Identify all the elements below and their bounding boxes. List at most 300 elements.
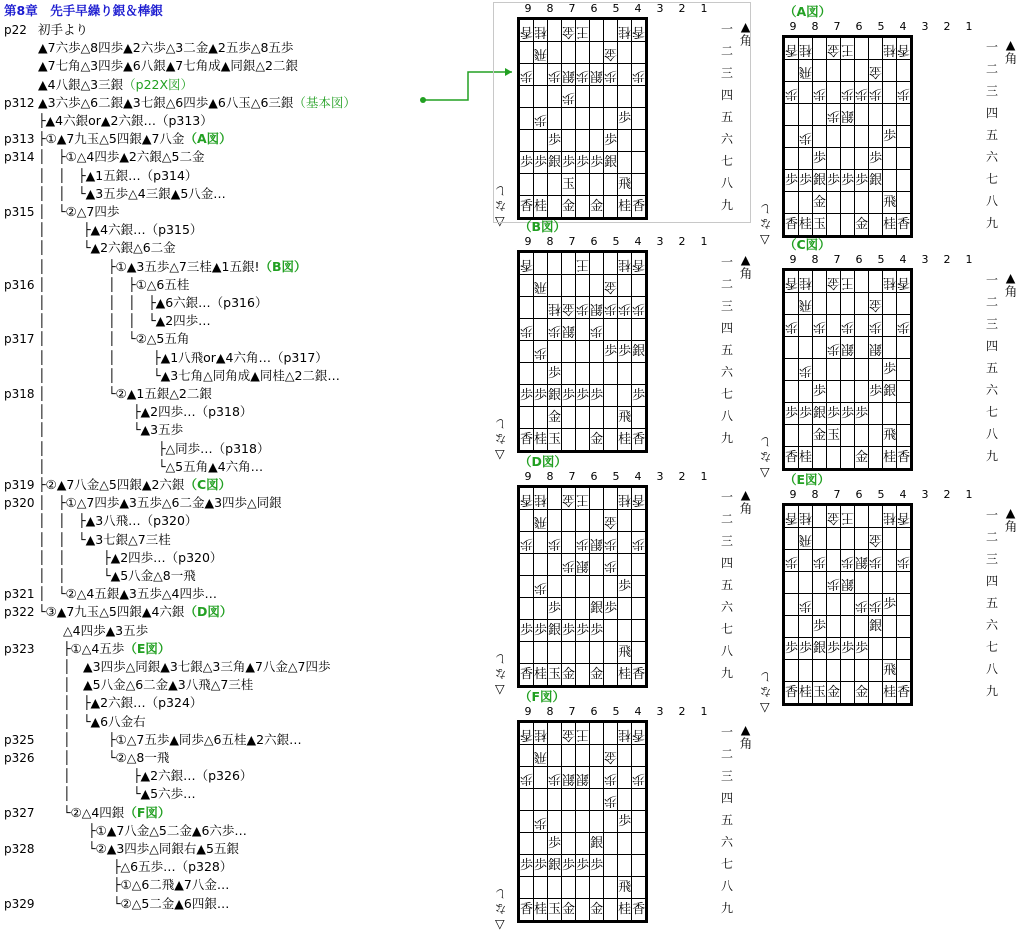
gote-piece: 歩 <box>827 107 841 123</box>
gote-piece: 桂 <box>883 41 897 57</box>
board-square <box>548 642 562 664</box>
board-square <box>841 403 855 425</box>
row-label: 七 <box>986 640 999 654</box>
board-square <box>576 576 590 598</box>
board-square <box>618 811 632 833</box>
board-square <box>883 594 897 616</box>
board-square <box>590 620 604 642</box>
page-ref: p316 <box>4 277 35 292</box>
column-label: 2 <box>943 20 951 33</box>
column-label: 8 <box>546 705 554 718</box>
sente-piece: 歩 <box>576 154 590 170</box>
board-square <box>785 148 799 170</box>
board-square <box>618 275 632 297</box>
board-square <box>604 297 618 319</box>
board-square <box>618 341 632 363</box>
row-label: 三 <box>721 299 734 313</box>
board-square <box>841 315 855 337</box>
board-square <box>869 660 883 682</box>
board-square <box>520 855 534 877</box>
gote-piece: 金 <box>604 748 618 764</box>
board-square <box>534 576 548 598</box>
board-square <box>799 660 813 682</box>
gote-piece: 金 <box>827 274 841 290</box>
board-square <box>855 104 869 126</box>
diagram-tag: （D図） <box>184 604 233 620</box>
board-square <box>548 385 562 407</box>
board-square <box>632 598 646 620</box>
row-label: 三 <box>986 317 999 331</box>
board-square <box>604 833 618 855</box>
row-label: 四 <box>986 339 999 353</box>
board-square <box>520 877 534 899</box>
board-square <box>869 550 883 572</box>
column-label: 2 <box>678 705 686 718</box>
column-label: 6 <box>855 20 863 33</box>
gote-hand-mark: ▽ <box>495 213 505 228</box>
board-square <box>841 60 855 82</box>
sente-piece: 歩 <box>548 835 562 851</box>
board-square <box>883 337 897 359</box>
board-square <box>604 532 618 554</box>
gote-piece: 歩 <box>534 344 548 360</box>
board-square <box>534 598 548 620</box>
board-square <box>520 253 534 275</box>
board-square <box>534 620 548 642</box>
board-square <box>548 877 562 899</box>
column-label: 2 <box>943 488 951 501</box>
board-square <box>855 315 869 337</box>
gote-piece: 歩 <box>632 535 646 551</box>
board-square <box>813 82 827 104</box>
board-grid <box>517 485 648 688</box>
row-label: 一 <box>986 508 999 522</box>
board-square <box>576 664 590 686</box>
sente-piece: 金 <box>590 901 604 917</box>
row-label: 三 <box>721 534 734 548</box>
board-square <box>799 359 813 381</box>
diagram-note: （p22X図） <box>123 76 194 92</box>
board-square <box>799 315 813 337</box>
board-square <box>618 532 632 554</box>
sente-piece: 香 <box>632 666 646 682</box>
board-square <box>883 192 897 214</box>
gote-piece: 歩 <box>897 85 911 101</box>
board-square <box>841 293 855 315</box>
row-label: 九 <box>721 198 734 212</box>
gote-piece: 飛 <box>534 278 548 294</box>
sente-piece: 玉 <box>813 216 827 232</box>
board-square <box>827 682 841 704</box>
column-label: 2 <box>943 253 951 266</box>
row-label: 一 <box>986 40 999 54</box>
page-ref: p323 <box>4 641 35 656</box>
gote-piece: 歩 <box>855 597 869 613</box>
row-label: 四 <box>721 791 734 805</box>
board-square <box>576 532 590 554</box>
gote-piece: 歩 <box>604 67 618 83</box>
board-square <box>785 60 799 82</box>
board-square <box>897 337 911 359</box>
sente-piece: 歩 <box>534 857 548 873</box>
board-square <box>618 877 632 899</box>
board-square <box>855 425 869 447</box>
board-square <box>869 447 883 469</box>
sente-piece: 歩 <box>841 405 855 421</box>
move-text: │ │ │ ├▲6六銀…（p316） <box>38 295 268 310</box>
board-square <box>548 510 562 532</box>
gote-piece: 金 <box>827 509 841 525</box>
gote-piece: 金 <box>869 531 883 547</box>
board-square <box>576 877 590 899</box>
board-square <box>520 532 534 554</box>
board-square <box>841 337 855 359</box>
board-square <box>897 60 911 82</box>
board-square <box>604 341 618 363</box>
board-square <box>534 642 548 664</box>
board-square <box>562 429 576 451</box>
board-square <box>520 664 534 686</box>
board-square <box>618 319 632 341</box>
board-square <box>785 660 799 682</box>
board-square <box>618 642 632 664</box>
sente-piece: 歩 <box>799 172 813 188</box>
board-square <box>813 126 827 148</box>
board-square <box>827 214 841 236</box>
board-square <box>827 126 841 148</box>
gote-piece: 銀 <box>841 575 855 591</box>
board-square <box>590 429 604 451</box>
board-square <box>534 510 548 532</box>
column-label: 1 <box>965 253 973 266</box>
board-square <box>785 126 799 148</box>
board-square <box>562 745 576 767</box>
sente-piece: 歩 <box>576 622 590 638</box>
row-label: 一 <box>721 255 734 269</box>
sente-piece: 歩 <box>855 405 869 421</box>
board-square <box>813 403 827 425</box>
board-square <box>869 38 883 60</box>
board-square <box>855 359 869 381</box>
board-square <box>785 271 799 293</box>
board-square <box>604 407 618 429</box>
board-square <box>520 789 534 811</box>
board-square <box>799 572 813 594</box>
row-label: 二 <box>721 277 734 291</box>
sente-piece: 歩 <box>590 154 604 170</box>
column-label: 4 <box>634 235 642 248</box>
board-square <box>562 811 576 833</box>
sente-piece: 銀 <box>548 387 562 403</box>
board-square <box>813 38 827 60</box>
gote-piece: 金 <box>869 63 883 79</box>
move-text: │ │ └▲5八金△8一飛 <box>38 568 196 583</box>
board-square <box>604 429 618 451</box>
board-square <box>632 253 646 275</box>
page-ref: p315 <box>4 205 35 219</box>
sente-piece: 銀 <box>813 640 827 656</box>
board-square <box>562 363 576 385</box>
board-square <box>897 594 911 616</box>
gote-piece: 歩 <box>897 318 911 334</box>
board-square <box>576 620 590 642</box>
sente-piece: 桂 <box>618 666 632 682</box>
page-ref: p327 <box>4 805 35 820</box>
board-square <box>548 532 562 554</box>
board-square <box>827 594 841 616</box>
sente-piece: 金 <box>562 901 576 917</box>
board-square <box>785 214 799 236</box>
move-text: │ │ └▲3七角△同角成▲同桂△2二銀… <box>38 367 340 383</box>
board-square <box>604 385 618 407</box>
gote-piece: 歩 <box>799 129 813 145</box>
sente-piece: 飛 <box>618 176 632 192</box>
board-square <box>855 192 869 214</box>
board-square <box>855 337 869 359</box>
row-label: 四 <box>721 556 734 570</box>
board-square <box>841 425 855 447</box>
gote-piece: 銀 <box>590 67 604 83</box>
board-square <box>883 381 897 403</box>
board-square <box>883 638 897 660</box>
move-text: ├①▲7八金△5二金▲6六歩… <box>38 822 247 838</box>
board-square <box>520 833 534 855</box>
board-square <box>576 297 590 319</box>
gote-piece: 香 <box>785 41 799 57</box>
board-square <box>548 767 562 789</box>
move-text: │ ├▲2六銀…（p324） <box>38 695 203 711</box>
gote-piece: 歩 <box>590 322 604 338</box>
board-square <box>520 363 534 385</box>
board-square <box>883 528 897 550</box>
board-square <box>813 214 827 236</box>
board-square <box>855 506 869 528</box>
board-square <box>576 554 590 576</box>
gote-piece: 桂 <box>618 726 632 742</box>
sente-piece: 歩 <box>855 640 869 656</box>
gote-hand <box>495 416 506 461</box>
board-square <box>897 38 911 60</box>
row-label: 七 <box>721 387 734 401</box>
gote-piece: 歩 <box>841 85 855 101</box>
board-square <box>855 616 869 638</box>
row-label: 五 <box>986 128 999 142</box>
gote-hand-label: なし <box>495 184 506 212</box>
board-square <box>520 745 534 767</box>
sente-piece: 銀 <box>548 622 562 638</box>
gote-piece: 桂 <box>534 726 548 742</box>
board-square <box>632 341 646 363</box>
gote-piece: 歩 <box>813 318 827 334</box>
gote-piece: 歩 <box>869 597 883 613</box>
board-square <box>604 767 618 789</box>
board-grid <box>782 503 913 706</box>
row-label: 一 <box>721 490 734 504</box>
move-text: │ ├▲4六銀…（p315） <box>38 222 203 238</box>
board-square <box>827 293 841 315</box>
board-square <box>827 337 841 359</box>
board-square <box>604 319 618 341</box>
board-square <box>576 598 590 620</box>
board-square <box>827 447 841 469</box>
board-square <box>841 660 855 682</box>
sente-piece: 歩 <box>548 600 562 616</box>
column-label: 2 <box>678 470 686 483</box>
row-label: 七 <box>986 405 999 419</box>
row-label: 四 <box>721 88 734 102</box>
board-square <box>813 315 827 337</box>
board-square <box>883 425 897 447</box>
column-label: 9 <box>789 20 797 33</box>
sente-piece: 歩 <box>520 387 534 403</box>
column-label: 4 <box>899 488 907 501</box>
board-square <box>562 642 576 664</box>
board-square <box>618 855 632 877</box>
move-text: │ │ └▲3五歩△4三銀▲5八金… <box>38 185 226 201</box>
board-square <box>534 532 548 554</box>
gote-piece: 王 <box>576 23 590 39</box>
board-square <box>632 297 646 319</box>
board-square <box>562 789 576 811</box>
page-ref: p314 <box>4 150 35 165</box>
sente-hand: ▲角 <box>1003 270 1018 298</box>
board-square <box>869 315 883 337</box>
board-square <box>520 620 534 642</box>
board-square <box>855 60 869 82</box>
board-square <box>897 425 911 447</box>
gote-piece: 銀 <box>869 340 883 356</box>
board-square <box>799 337 813 359</box>
gote-piece: 王 <box>576 256 590 272</box>
board-square <box>548 363 562 385</box>
board-square <box>590 297 604 319</box>
board-square <box>869 381 883 403</box>
row-label: 九 <box>986 684 999 698</box>
row-label: 五 <box>721 813 734 827</box>
column-label: 6 <box>590 2 598 15</box>
board-square <box>632 789 646 811</box>
diagram-tag: （F図） <box>124 804 171 820</box>
sente-piece: 玉 <box>548 431 562 447</box>
board-square <box>562 510 576 532</box>
gote-piece: 歩 <box>827 340 841 356</box>
move-text: ▲4八銀△3三銀 <box>38 76 124 92</box>
column-label: 5 <box>612 235 620 248</box>
board-square <box>590 811 604 833</box>
board-square <box>548 899 562 921</box>
sente-piece: 桂 <box>534 431 548 447</box>
board-square <box>590 363 604 385</box>
board-square <box>897 616 911 638</box>
board-square <box>548 598 562 620</box>
gote-piece: 歩 <box>604 300 618 316</box>
board-caption: （D図） <box>519 454 567 469</box>
gote-hand-mark: ▽ <box>495 446 505 461</box>
row-label: 九 <box>986 449 999 463</box>
board-square <box>813 60 827 82</box>
gote-piece: 金 <box>827 41 841 57</box>
sente-piece: 金 <box>813 194 827 210</box>
board-square <box>827 170 841 192</box>
sente-piece: 香 <box>632 198 646 214</box>
board-square <box>618 899 632 921</box>
board-square <box>534 811 548 833</box>
move-text: │ ▲3四歩△同銀▲3七銀△3三角▲7八金△7四歩 <box>38 659 331 674</box>
sente-piece: 桂 <box>618 431 632 447</box>
page-ref: p317 <box>4 332 35 347</box>
page-ref: p319 <box>4 478 35 492</box>
column-label: 2 <box>678 235 686 248</box>
board-square <box>534 297 548 319</box>
gote-piece: 香 <box>897 41 911 57</box>
sente-piece: 香 <box>520 431 534 447</box>
board-square <box>548 554 562 576</box>
board-square <box>548 319 562 341</box>
board-square <box>562 488 576 510</box>
sente-piece: 歩 <box>618 110 632 126</box>
move-text: │ └▲2六銀△6二金 <box>38 240 176 256</box>
board-square <box>562 620 576 642</box>
board-square <box>827 550 841 572</box>
board-square <box>520 429 534 451</box>
board-square <box>534 341 548 363</box>
gote-piece: 歩 <box>618 300 632 316</box>
row-label: 一 <box>986 273 999 287</box>
board-square <box>576 319 590 341</box>
sente-piece: 歩 <box>813 618 827 634</box>
board-square <box>604 789 618 811</box>
board-square <box>590 510 604 532</box>
board-square <box>897 403 911 425</box>
sente-piece: 歩 <box>618 343 632 359</box>
board-square <box>883 572 897 594</box>
column-label: 9 <box>524 2 532 15</box>
column-label: 7 <box>833 20 841 33</box>
board-square <box>799 403 813 425</box>
board-square <box>785 682 799 704</box>
board-square <box>562 664 576 686</box>
board-square <box>869 594 883 616</box>
move-text: │ │ └②△5五角 <box>38 331 190 347</box>
sente-piece: 玉 <box>562 176 576 192</box>
sente-piece: 銀 <box>590 835 604 851</box>
board-square <box>869 148 883 170</box>
board-square <box>576 363 590 385</box>
board-square <box>883 359 897 381</box>
gote-piece: 銀 <box>562 770 576 786</box>
row-label: 六 <box>986 383 999 397</box>
row-label: 六 <box>721 365 734 379</box>
board-square <box>618 407 632 429</box>
sente-hand: ▲角 <box>738 252 753 280</box>
board-square <box>590 532 604 554</box>
board-square <box>869 214 883 236</box>
sente-piece: 歩 <box>841 640 855 656</box>
board-square <box>785 82 799 104</box>
board-square <box>897 572 911 594</box>
move-text: │ └②△8一飛 <box>38 750 170 765</box>
sente-piece: 玉 <box>827 427 841 443</box>
board-square <box>813 682 827 704</box>
gote-piece: 歩 <box>548 535 562 551</box>
board-square <box>813 616 827 638</box>
sente-piece: 歩 <box>618 813 632 829</box>
board-square <box>632 429 646 451</box>
board-square <box>520 554 534 576</box>
move-text: │ ├△同歩…（p318） <box>38 440 270 456</box>
board-square <box>813 550 827 572</box>
gote-hand <box>495 651 506 696</box>
